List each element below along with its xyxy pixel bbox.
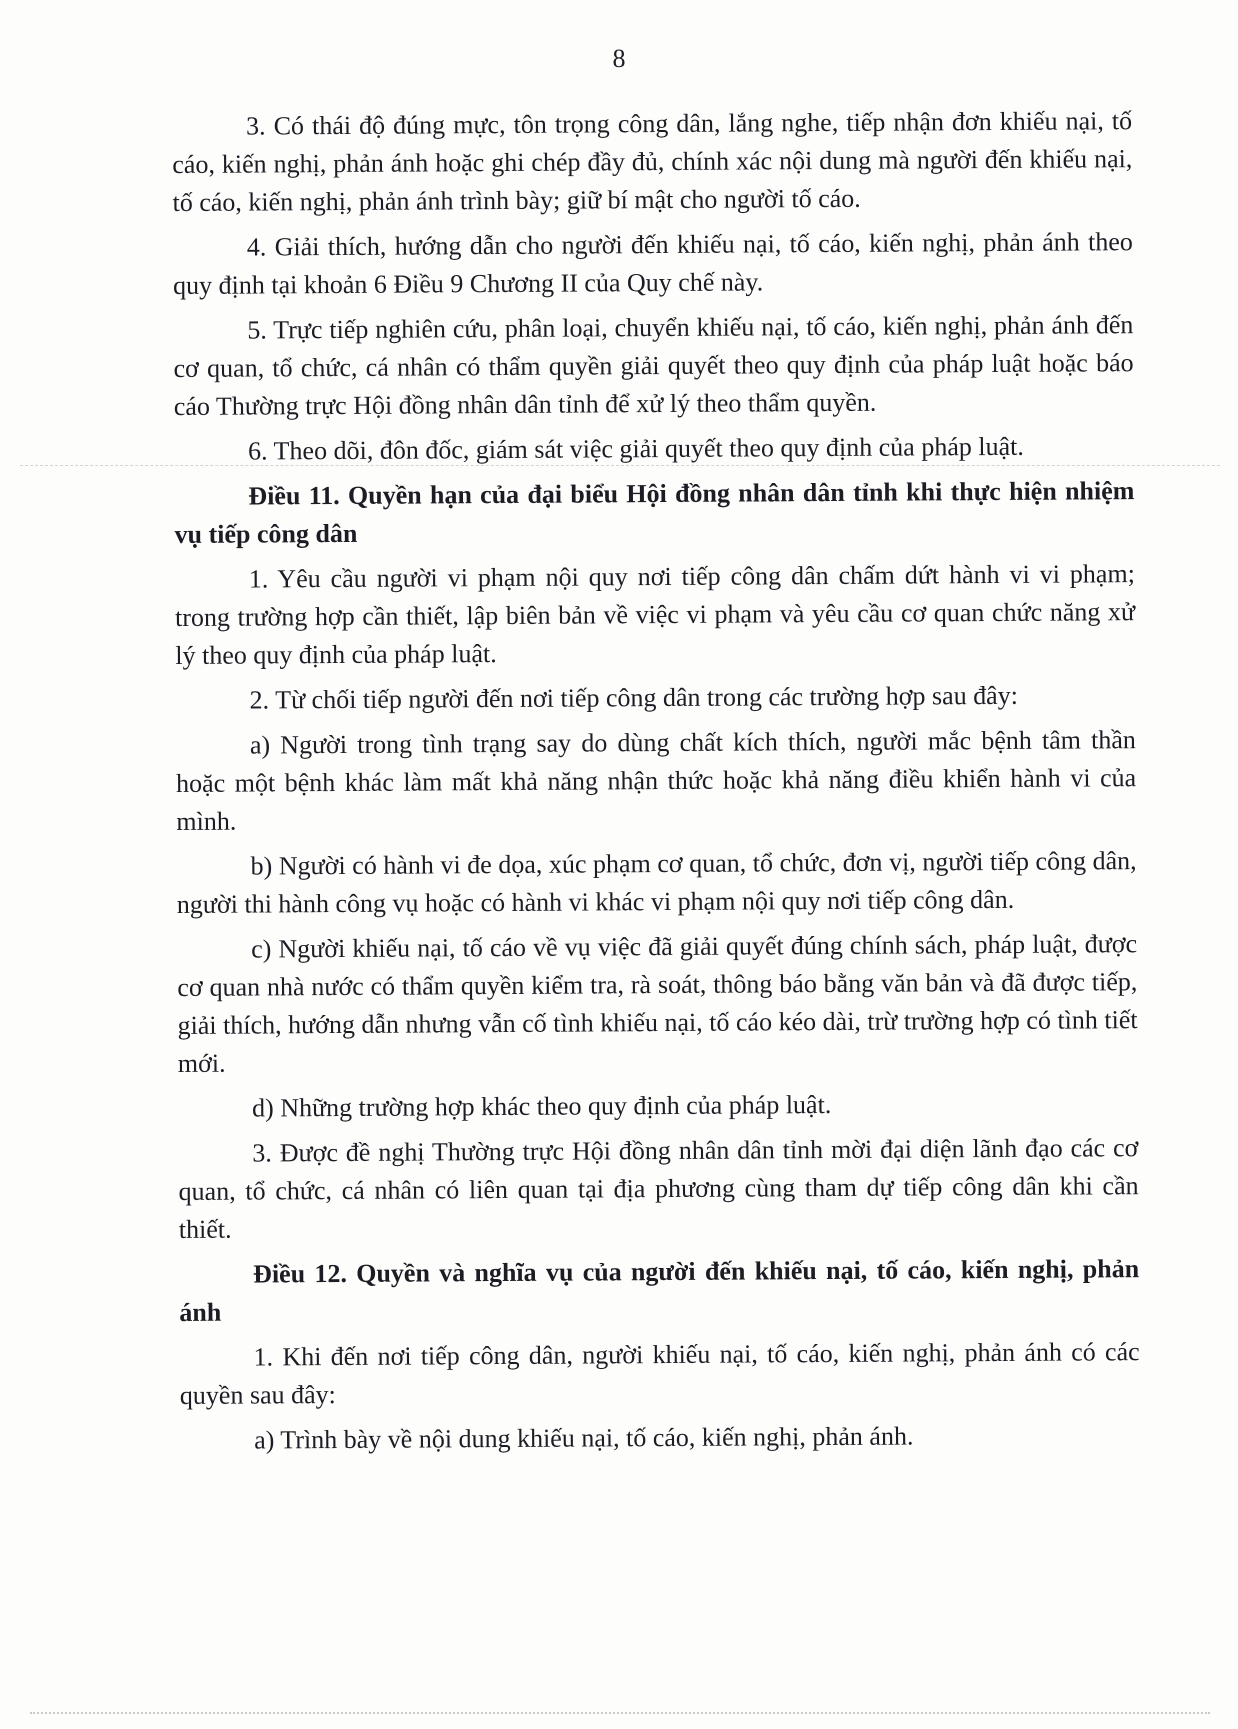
article-12-heading: Điều 12. Quyền và nghĩa vụ của người đến khiếu nại, tố cáo, kiến nghị, phản ánh <box>179 1254 1140 1327</box>
paragraph-item-3-attitude: 3. Có thái độ đúng mực, tôn trọng công dân, lắng nghe, tiếp nhận đơn khiếu nại, tố cáo, kiến nghị, phản ánh hoặc ghi chép đầy đủ, chính xác nội dung mà người đến khiếu nại, tố cáo, kiến nghị, phản ánh trình bày; giữ bí mật cho người tố cáo. <box>172 106 1133 217</box>
paragraph-art11-item-2a: a) Người trong tình trạng say do dùng chất kích thích, người mắc bệnh tâm thần hoặc một bệnh khác làm mất khả năng nhận thức hoặc khả năng điều khiển hành vi của mình. <box>176 725 1137 836</box>
paragraph-item-4-explain: 4. Giải thích, hướng dẫn cho người đến khiếu nại, tố cáo, kiến nghị, phản ánh theo quy định tại khoản 6 Điều 9 Chương II của Quy chế này. <box>172 227 1133 300</box>
paragraph-art12-item-1a: a) Trình bày về nội dung khiếu nại, tố cáo, kiến nghị, phản ánh. <box>254 1421 914 1455</box>
scan-bottom-edge <box>30 1712 1210 1714</box>
paragraph-art11-item-3: 3. Được đề nghị Thường trực Hội đồng nhân dân tỉnh mời đại diện lãnh đạo các cơ quan, tổ chức, cá nhân có liên quan tại địa phương cùng tham dự tiếp công dân khi cần thiết. <box>178 1133 1139 1244</box>
paragraph-art12-item-1: 1. Khi đến nơi tiếp công dân, người khiếu nại, tố cáo, kiến nghị, phản ánh có các quyền sau đây: <box>179 1337 1140 1410</box>
paragraph-item-6-monitor: 6. Theo dõi, đôn đốc, giám sát việc giải quyết theo quy định của pháp luật. <box>248 431 1024 466</box>
paragraph-art11-item-2: 2. Từ chối tiếp người đến nơi tiếp công dân trong các trường hợp sau đây: <box>249 680 1018 715</box>
paragraph-art11-item-2c: c) Người khiếu nại, tố cáo về vụ việc đã giải quyết đúng chính sách, pháp luật, được cơ quan nhà nước có thẩm quyền kiểm tra, rà soát, thông báo bằng văn bản và đã được tiếp, giải thích, hướng dẫn nhưng vẫn cố tình khiếu nại, tố cáo kéo dài, trừ trường hợp có tình tiết mới. <box>177 929 1138 1078</box>
document-body <box>172 102 1140 1467</box>
paragraph-art11-item-2d: d) Những trường hợp khác theo quy định của pháp luật. <box>252 1089 832 1123</box>
page-number: 8 <box>612 44 626 73</box>
paragraph-art11-item-1: 1. Yêu cầu người vi phạm nội quy nơi tiếp công dân chấm dứt hành vi vi phạm; trong trường hợp cần thiết, lập biên bản về việc vi phạm và yêu cầu cơ quan chức năng xử lý theo quy định của pháp luật. <box>175 559 1136 670</box>
paragraph-art11-item-2b: b) Người có hành vi đe dọa, xúc phạm cơ quan, tổ chức, đơn vị, người tiếp công dân, người thi hành công vụ hoặc có hành vi khác vi phạm nội quy nơi tiếp công dân. <box>176 846 1137 919</box>
article-11-heading: Điều 11. Quyền hạn của đại biểu Hội đồng nhân dân tỉnh khi thực hiện nhiệm vụ tiếp công dân <box>174 476 1135 549</box>
paragraph-item-5-research: 5. Trực tiếp nghiên cứu, phân loại, chuyển khiếu nại, tố cáo, kiến nghị, phản ánh đến cơ quan, tổ chức, cá nhân có thẩm quyền giải quyết theo quy định của pháp luật hoặc báo cáo Thường trực Hội đồng nhân dân tỉnh để xử lý theo thẩm quyền. <box>173 310 1134 421</box>
